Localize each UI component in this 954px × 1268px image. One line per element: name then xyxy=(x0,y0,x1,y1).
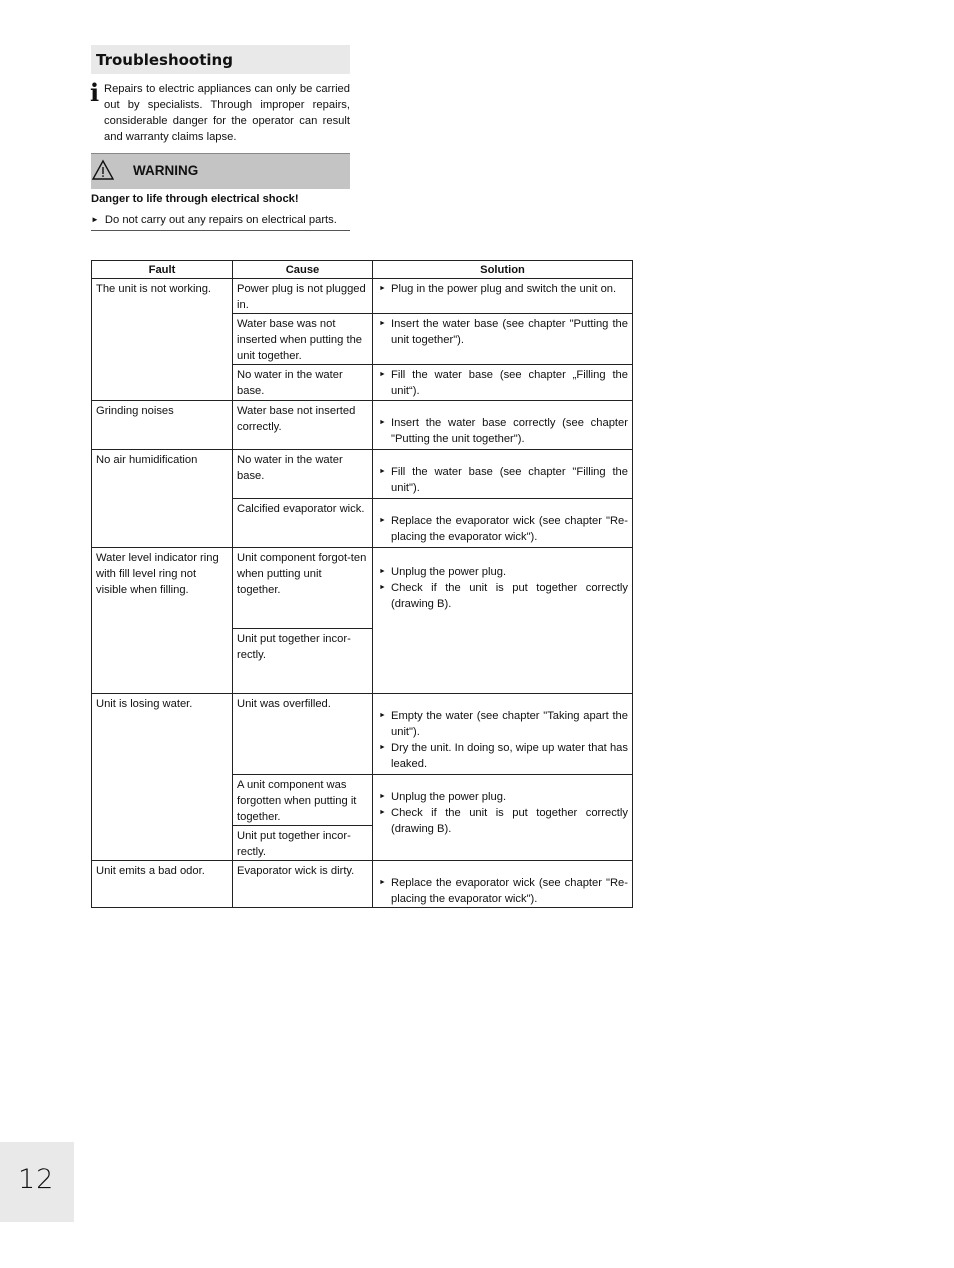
cause-cell: Water base not inserted correctly. xyxy=(233,401,373,450)
bullet-arrow-icon: ► xyxy=(379,419,386,426)
solution-text: Plug in the power plug and switch the unit on. xyxy=(391,283,617,295)
fault-cell: Grinding noises xyxy=(92,401,233,450)
solution-text: Fill the water base (see chapter „Filling the unit“). xyxy=(391,369,628,397)
bullet-arrow-icon: ► xyxy=(379,879,386,886)
solution-cell xyxy=(373,775,633,861)
solution-cell xyxy=(373,279,633,314)
solution-cell xyxy=(373,401,633,450)
danger-text: Danger to life through electrical shock! xyxy=(91,193,299,205)
cause-cell: Evaporator wick is dirty. xyxy=(233,861,373,908)
cause-cell: Calcified evaporator wick. xyxy=(233,499,373,548)
warning-triangle-icon xyxy=(92,159,114,181)
cause-cell: Unit put together incor-rectly. xyxy=(233,629,373,694)
fault-cell: No air humidification xyxy=(92,450,233,548)
page-number: 12 xyxy=(18,1164,55,1195)
bullet-arrow-icon: ► xyxy=(379,320,386,327)
solution-text: Unplug the power plug. xyxy=(391,791,507,803)
solution-text: Insert the water base correctly (see chapter "Putting the unit together"). xyxy=(391,417,628,445)
column-header-fault: Fault xyxy=(92,261,233,279)
troubleshooting-table xyxy=(91,260,633,908)
bullet-arrow-icon: ► xyxy=(379,793,386,800)
bullet-arrow-icon: ► xyxy=(379,285,386,292)
bullet-arrow-icon: ► xyxy=(379,468,386,475)
solution-text: Check if the unit is put together correctly (drawing B). xyxy=(391,582,628,610)
solution-text: Replace the evaporator wick (see chapter "Re-placing the evaporator wick"). xyxy=(391,877,628,905)
solution-cell xyxy=(373,450,633,499)
column-header-solution: Solution xyxy=(373,261,633,279)
table-row xyxy=(92,450,633,499)
info-icon: i xyxy=(90,78,100,107)
page-number-box xyxy=(0,1142,74,1222)
solution-text: Dry the unit. In doing so, wipe up water that has leaked. xyxy=(391,742,628,770)
instruction-text: Do not carry out any repairs on electrical parts. xyxy=(104,214,337,226)
solution-cell xyxy=(373,548,633,694)
solution-text: Insert the water base (see chapter "Putting the unit together"). xyxy=(391,318,628,346)
cause-cell: Water base was not inserted when putting the unit together. xyxy=(233,314,373,365)
bullet-arrow-icon: ► xyxy=(379,584,386,591)
solution-text: Empty the water (see chapter "Taking apart the unit"). xyxy=(391,710,628,738)
warning-instruction xyxy=(91,214,350,231)
solution-cell xyxy=(373,861,633,908)
info-note: Repairs to electric appliances can only be carried out by specialists. Through improper repairs, considerable danger for the operator can result and warranty claims lapse. xyxy=(104,83,350,143)
table-row xyxy=(92,548,633,629)
cause-cell: No water in the water base. xyxy=(233,365,373,401)
section-heading-bar xyxy=(91,45,350,74)
fault-cell: Unit emits a bad odor. xyxy=(92,861,233,908)
bullet-arrow-icon: ► xyxy=(91,215,99,224)
warning-bar xyxy=(91,153,350,189)
column-header-cause: Cause xyxy=(233,261,373,279)
bullet-arrow-icon: ► xyxy=(379,744,386,751)
bullet-arrow-icon: ► xyxy=(379,809,386,816)
fault-cell: Unit is losing water. xyxy=(92,694,233,861)
solution-text: Unplug the power plug. xyxy=(391,566,507,578)
cause-cell: A unit component was forgotten when putting it together. xyxy=(233,775,373,826)
bullet-arrow-icon: ► xyxy=(379,712,386,719)
cause-cell: Unit component forgot-ten when putting unit together. xyxy=(233,548,373,629)
solution-cell xyxy=(373,314,633,365)
cause-cell: Unit was overfilled. xyxy=(233,694,373,775)
section-title: Troubleshooting xyxy=(96,51,233,69)
cause-cell: Power plug is not plugged in. xyxy=(233,279,373,314)
table-row xyxy=(92,401,633,450)
cause-cell: No water in the water base. xyxy=(233,450,373,499)
table-header-row xyxy=(92,261,633,279)
table-row xyxy=(92,694,633,775)
fault-cell: The unit is not working. xyxy=(92,279,233,401)
solution-text: Check if the unit is put together correctly (drawing B). xyxy=(391,807,628,835)
bullet-arrow-icon: ► xyxy=(379,371,386,378)
solution-text: Replace the evaporator wick (see chapter "Re-placing the evaporator wick"). xyxy=(391,515,628,543)
fault-cell: Water level indicator ring with fill level ring not visible when filling. xyxy=(92,548,233,694)
bullet-arrow-icon: ► xyxy=(379,517,386,524)
solution-cell xyxy=(373,499,633,548)
solution-cell xyxy=(373,365,633,401)
bullet-arrow-icon: ► xyxy=(379,568,386,575)
solution-text: Fill the water base (see chapter "Filling the unit"). xyxy=(391,466,628,494)
cause-cell: Unit put together incor-rectly. xyxy=(233,826,373,861)
warning-label: WARNING xyxy=(133,163,199,178)
table-row xyxy=(92,861,633,908)
solution-cell xyxy=(373,694,633,775)
table-row xyxy=(92,279,633,314)
